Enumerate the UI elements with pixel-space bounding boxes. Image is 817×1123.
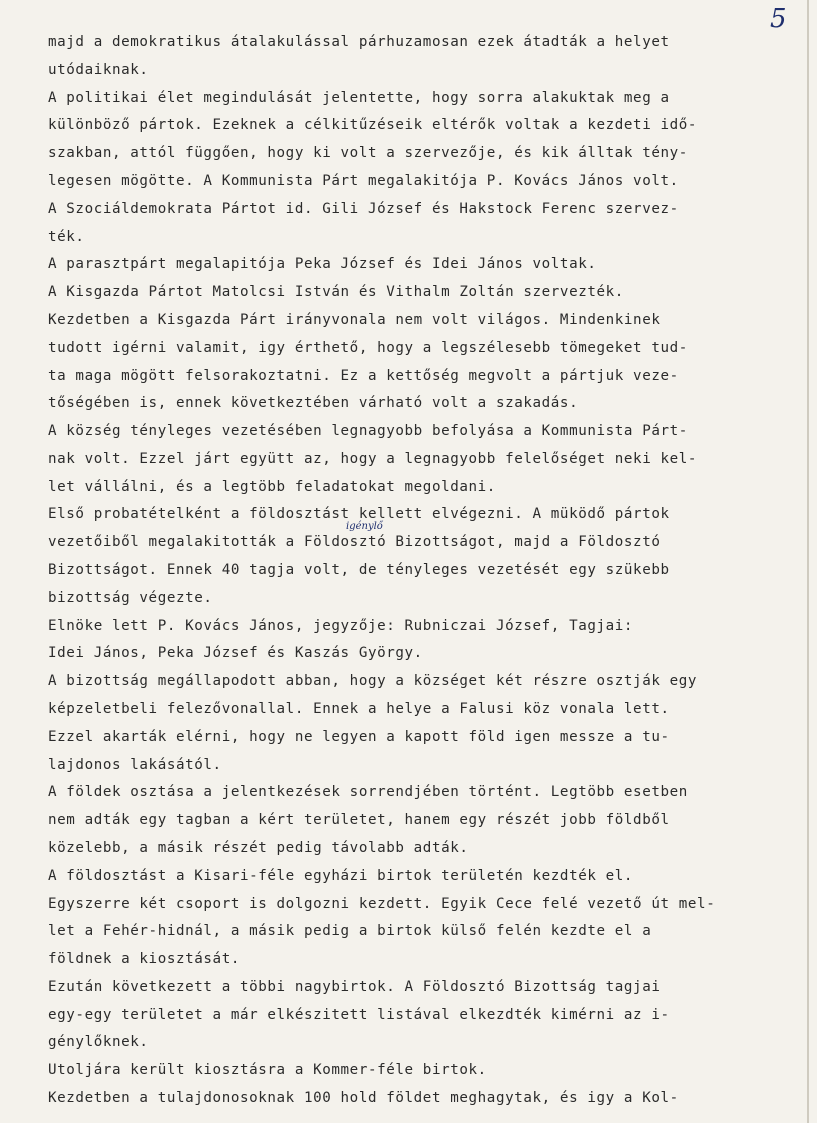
text-line: A bizottság megállapodott abban, hogy a községet két részre osztják egy	[48, 673, 698, 690]
text-line: Kezdetben a Kisgazda Párt irányvonala nem volt világos. Mindenkinek	[48, 311, 661, 328]
text-line: A politikai élet megindulását jelentette, hogy sorra alakuktak meg a	[48, 89, 670, 106]
text-line: génylőknek.	[48, 1034, 149, 1051]
handwritten-page-number: 5	[770, 4, 787, 34]
text-line: Bizottságot. Ennek 40 tagja volt, de tényleges vezetését egy szükebb	[48, 562, 670, 578]
text-line: Ezzel akarták elérni, hogy ne legyen a kapott föld igen messze a tu-	[48, 728, 670, 745]
text-line: Idei János, Peka József és Kaszás György.	[48, 645, 423, 662]
text-line: utódaiknak.	[48, 61, 149, 78]
text-line: ta maga mögött felsorakoztatni. Ez a kettőség megvolt a pártjuk veze-	[48, 367, 679, 384]
text-line: legesen mögötte. A Kommunista Párt megalakitója P. Kovács János volt.	[48, 172, 679, 189]
text-line: Első probatételként a földosztást kellett elvégezni. A müködő pártok	[48, 506, 670, 523]
text-line: földnek a kiosztását.	[48, 951, 240, 968]
text-line: A földek osztása a jelentkezések sorrendjében történt. Legtöbb esetben	[48, 784, 688, 801]
text-line: A Szociáldemokrata Pártot id. Gili József és Hakstock Ferenc szervez-	[48, 200, 679, 217]
text-line: szakban, attól függően, hogy ki volt a szervezője, és kik álltak tény-	[48, 145, 688, 162]
text-line: nem adták egy tagban a kért területet, hanem egy részét jobb földből	[48, 812, 670, 829]
text-line: A földosztást a Kisari-féle egyházi birtok területén kezdték el.	[48, 867, 634, 884]
text-line: nak volt. Ezzel járt együtt az, hogy a legnagyobb felelőséget neki kel-	[48, 450, 698, 467]
text-line: közelebb, a másik részét pedig távolabb adták.	[48, 839, 469, 856]
text-line: A Kisgazda Pártot Matolcsi István és Vithalm Zoltán szervezték.	[48, 284, 624, 301]
text-line: let a Fehér-hidnál, a másik pedig a birtok külső felén kezdte el a	[48, 923, 652, 940]
text-line: vezetőiből megalakitották a Földosztó Bizottságot, majd a Földosztó	[48, 534, 661, 551]
text-line: A község tényleges vezetésében legnagyobb befolyása a Kommunista Párt-	[48, 423, 688, 440]
text-line: lajdonos lakásától.	[48, 756, 222, 773]
text-line: tőségében is, ennek következtében várható volt a szakadás.	[48, 395, 579, 412]
page-edge-shadow	[807, 0, 809, 1123]
text-line: Kezdetben a tulajdonosoknak 100 hold földet meghagytak, és igy a Kol-	[48, 1090, 679, 1106]
handwritten-insertion: igénylő	[346, 521, 383, 533]
text-line: Egyszerre két csoport is dolgozni kezdett. Egyik Cece felé vezető út mel-	[48, 895, 716, 912]
text-line: A parasztpárt megalapitója Peka József és Idei János voltak.	[48, 256, 597, 273]
text-line: képzeletbeli felezővonallal. Ennek a helye a Falusi köz vonala lett.	[48, 700, 670, 717]
text-line: különböző pártok. Ezeknek a célkitűzéseik eltérők voltak a kezdeti idő-	[48, 117, 698, 134]
text-line: bizottság végezte.	[48, 589, 213, 606]
text-line: Elnöke lett P. Kovács János, jegyzője: Rubniczai József, Tagjai:	[48, 617, 634, 634]
text-line: let vállálni, és a legtöbb feladatokat megoldani.	[48, 478, 496, 495]
text-line: ték.	[48, 228, 85, 245]
text-line: egy-egy területet a már elkészitett listával elkezdték kimérni az i-	[48, 1006, 670, 1023]
text-line: Utoljára került kiosztásra a Kommer-féle birtok.	[48, 1062, 487, 1079]
text-line: tudott igérni valamit, igy érthető, hogy a legszélesebb tömegeket tud-	[48, 339, 688, 356]
text-line: Ezután következett a többi nagybirtok. A Földosztó Bizottság tagjai	[48, 978, 661, 995]
text-line: majd a demokratikus átalakulással párhuzamosan ezek átadták a helyet	[48, 34, 670, 50]
